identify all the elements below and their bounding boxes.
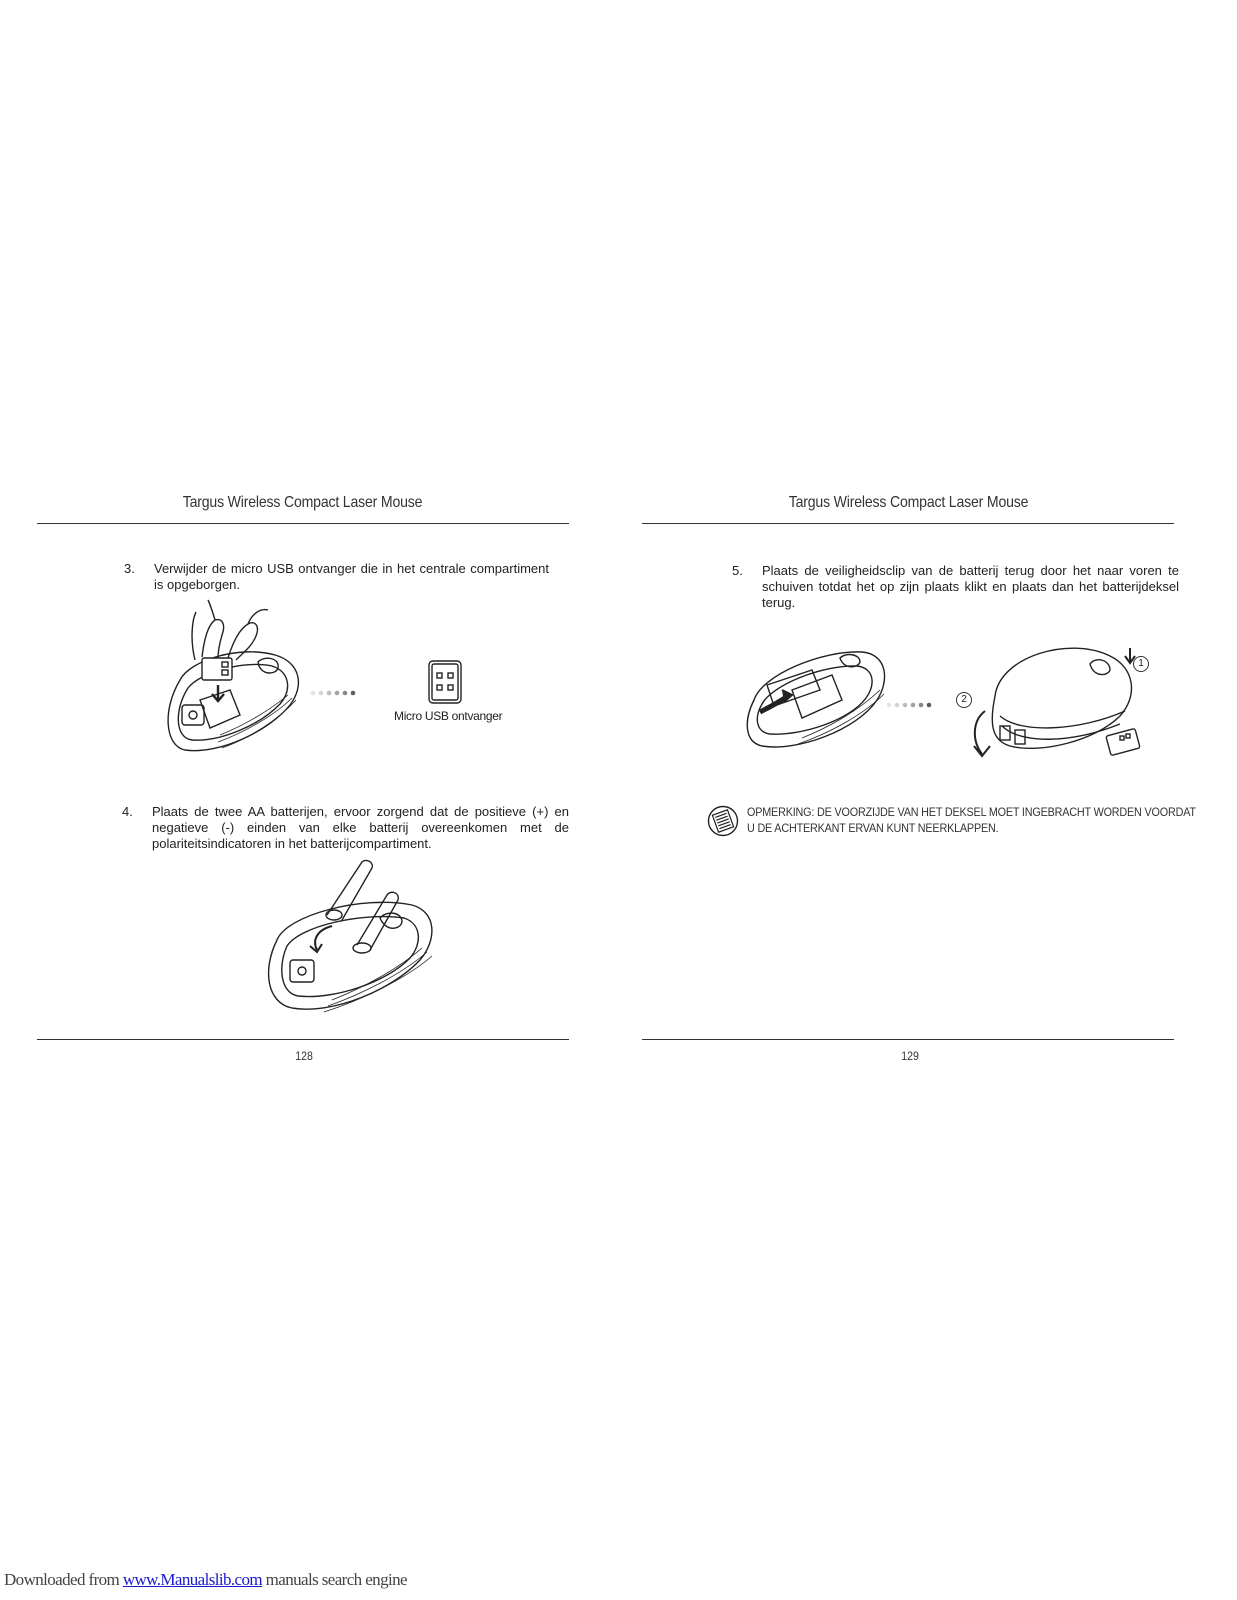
note-line-2: U DE ACHTERKANT ERVAN KUNT NEERKLAPPEN. (747, 821, 999, 835)
dots-arrow-icon-right (884, 700, 934, 710)
step-4-number: 4. (122, 804, 133, 819)
step-5-text: Plaats de veiligheidsclip van de batterij terug door het naar voren te schuiven totdat het op zijn plaats klikt en plaats dan het batterijdeksel terug. (762, 563, 1179, 610)
left-footer-rule (37, 1039, 569, 1040)
battery-clip-illustration (742, 640, 890, 752)
step-5-number: 5. (732, 563, 743, 578)
mouse-receiver-illustration (160, 600, 310, 765)
download-footer (4, 1570, 407, 1590)
battery-insertion-illustration (262, 860, 437, 1020)
step-4-text: Plaats de twee AA batterijen, ervoor zorgend dat de positieve (+) en negatieve (-) einden van elke batterij overeenkomen met de polariteitsindicatoren in het batterijcompartiment. (152, 804, 569, 851)
right-footer-rule (642, 1039, 1174, 1040)
right-page-number: 129 (901, 1049, 919, 1063)
left-header-rule (37, 523, 569, 524)
receiver-caption: Micro USB ontvanger (394, 709, 503, 723)
dots-arrow-icon (308, 688, 358, 698)
step-3-number: 3. (124, 561, 135, 576)
note-text (747, 804, 1196, 836)
left-page-number: 128 (295, 1049, 313, 1063)
footer-suffix: manuals search engine (262, 1570, 407, 1589)
note-line-1: OPMERKING: DE VOORZIJDE VAN HET DEKSEL MOET INGEBRACHT WORDEN VOORDAT (747, 805, 1196, 819)
step-5 (732, 563, 1179, 611)
usb-receiver-icon (427, 659, 463, 705)
step-4 (122, 804, 569, 852)
step-3-text: Verwijder de micro USB ontvanger die in het centrale compartiment is opgeborgen. (154, 561, 549, 592)
cover-closing-illustration (960, 636, 1160, 766)
step-3 (124, 561, 549, 593)
right-header-title: Targus Wireless Compact Laser Mouse (788, 494, 1029, 511)
callout-2: 2 (956, 692, 972, 708)
note-icon (707, 805, 739, 837)
left-header-title: Targus Wireless Compact Laser Mouse (182, 494, 423, 511)
right-header-rule (642, 523, 1174, 524)
callout-1: 1 (1133, 656, 1149, 672)
footer-prefix: Downloaded from (4, 1570, 123, 1589)
manualslib-link[interactable]: www.Manualslib.com (122, 1570, 263, 1589)
